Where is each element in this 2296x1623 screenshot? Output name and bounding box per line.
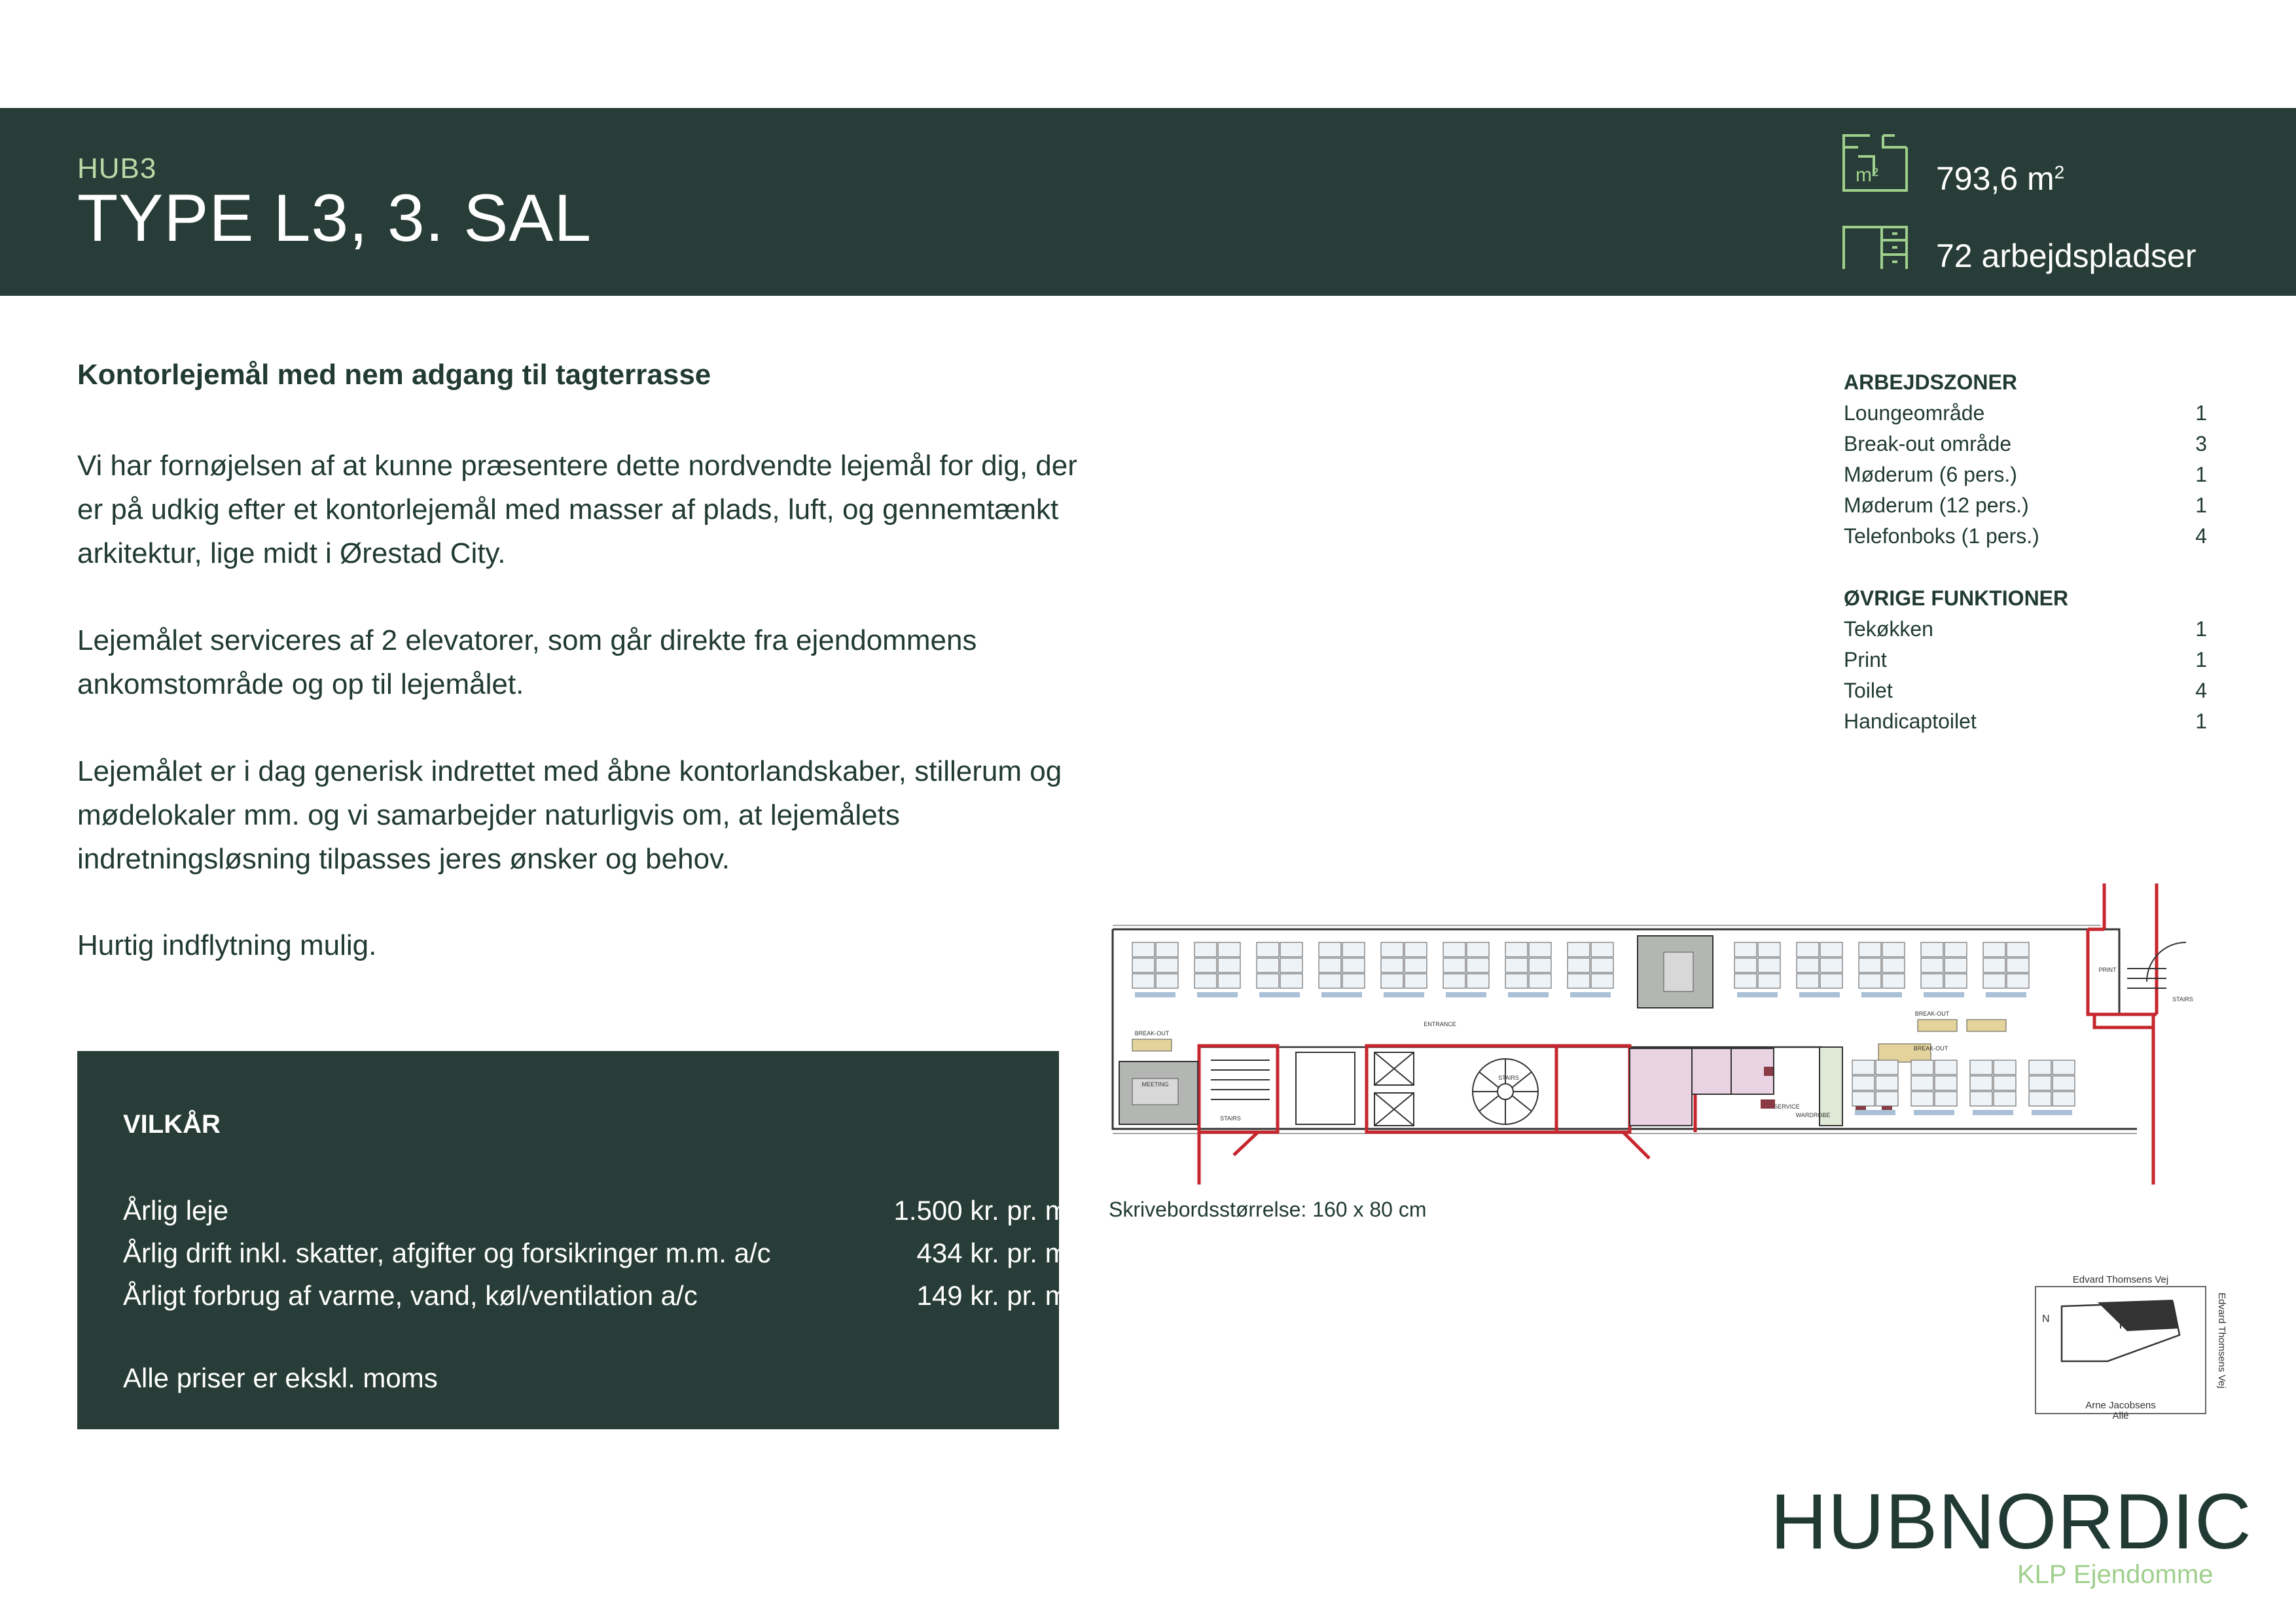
function-row: Tekøkken 1 <box>1844 617 2207 641</box>
desk <box>1132 942 1155 957</box>
desk <box>1970 1060 1992 1075</box>
hubnordic-logo: HUBNORDIC <box>1770 1478 2252 1565</box>
desk <box>1405 942 1427 957</box>
desk <box>1911 1076 1933 1090</box>
workstations-stat: 72 arbejdspladser <box>1936 238 2197 274</box>
label-wardrobe: WARDROBE <box>1795 1112 1831 1118</box>
chair-row <box>1973 1110 2013 1115</box>
desk <box>1218 942 1240 957</box>
desk <box>1591 958 1613 972</box>
desk <box>1921 942 1943 957</box>
chair-row <box>1855 1110 1895 1115</box>
desk <box>1467 974 1489 988</box>
desk <box>1280 974 1302 988</box>
zone-row: Telefonboks (1 pers.) 4 <box>1844 524 2207 548</box>
desk <box>1591 974 1613 988</box>
functions-heading: ØVRIGE FUNKTIONER <box>1844 586 2069 610</box>
label-stairs-west: STAIRS <box>1220 1115 1241 1122</box>
desk <box>1591 942 1613 957</box>
desk <box>1156 942 1178 957</box>
label-service: SERVICE <box>1774 1103 1800 1110</box>
desk <box>1156 974 1178 988</box>
desk <box>1467 958 1489 972</box>
desk <box>1983 942 2005 957</box>
terms-heading: VILKÅR <box>123 1110 221 1139</box>
desk <box>1194 942 1217 957</box>
desk <box>1257 942 1279 957</box>
desk <box>1505 974 1528 988</box>
term-row: Årlig drift inkl. skatter, afgifter og forsikringer m.m. a/c 434 kr. pr. $m^2$ <box>123 1238 1077 1268</box>
label-stairs-core: STAIRS <box>1498 1075 1519 1081</box>
desk <box>1443 942 1465 957</box>
desk <box>1994 1076 2016 1090</box>
desk <box>1983 974 2005 988</box>
desk <box>1381 974 1403 988</box>
desk <box>1876 1076 1898 1090</box>
intro-paragraph-1: Vi har fornøjelsen af at kunne præsentere dette nordvendte lejemål for dig, der er på udkig efter et kontorlejemål med masser af plads, luft, og gennemtænkt arkitektur, lige midt i Ørestad City. <box>77 450 1077 569</box>
desk <box>1405 974 1427 988</box>
desk <box>1280 958 1302 972</box>
desk <box>2029 1060 2051 1075</box>
building-name: HUB3 <box>77 152 157 185</box>
chair-row <box>1986 992 2026 997</box>
desk <box>1945 974 1967 988</box>
desk <box>1218 974 1240 988</box>
desk <box>1734 974 1757 988</box>
desk <box>2007 974 2029 988</box>
desk <box>1882 974 1905 988</box>
street-right: Edvard Thomsens Vej <box>2216 1293 2227 1389</box>
zone-row: Loungeområde 1 <box>1844 401 2207 425</box>
term-row: Årligt forbrug af varme, vand, køl/ventilation a/c 149 kr. pr. $m^2$ <box>123 1280 1077 1311</box>
zones-heading: ARBEJDSZONER <box>1844 370 2017 394</box>
chair-row <box>1799 992 1840 997</box>
function-row: Handicaptoilet 1 <box>1844 709 2207 733</box>
desk <box>1156 958 1178 972</box>
desk <box>1876 1060 1898 1075</box>
function-row: Print 1 <box>1844 648 2207 671</box>
desk <box>2029 1092 2051 1106</box>
label-print: PRINT <box>2098 967 2117 973</box>
desk <box>1911 1060 1933 1075</box>
desk <box>2053 1060 2075 1075</box>
terms-note: Alle priser er ekskl. moms <box>123 1363 438 1393</box>
function-row: Toilet 4 <box>1844 679 2207 702</box>
desk <box>1758 942 1780 957</box>
floor-plan <box>1106 870 2251 1191</box>
desk <box>1945 958 1967 972</box>
desk <box>1280 942 1302 957</box>
desk <box>1983 958 2005 972</box>
desk <box>1859 974 1881 988</box>
label-meeting: MEETING <box>1141 1081 1169 1088</box>
desk <box>1859 942 1881 957</box>
desk <box>1132 958 1155 972</box>
toilets <box>1630 1048 1692 1126</box>
desk-size-note: Skrivebordsstørrelse: 160 x 80 cm <box>1109 1198 1427 1221</box>
desk <box>1218 958 1240 972</box>
desk <box>1882 942 1905 957</box>
desk <box>1381 958 1403 972</box>
chair-row <box>1197 992 1238 997</box>
desk <box>1568 942 1590 957</box>
desk <box>1568 974 1590 988</box>
desk <box>1758 974 1780 988</box>
desk <box>1911 1092 1933 1106</box>
desk <box>1319 942 1341 957</box>
intro-paragraph-2: Lejemålet serviceres af 2 elevatorer, som går direkte fra ejendommens ankomstområde og op til lejemålet. <box>77 624 977 700</box>
desk <box>1568 958 1590 972</box>
desk <box>1734 958 1757 972</box>
desk <box>1820 942 1842 957</box>
desk <box>1467 942 1489 957</box>
chair-row <box>1737 992 1778 997</box>
elevator-core <box>1367 1046 1556 1132</box>
desk <box>2053 1092 2075 1106</box>
zone-row: Møderum (12 pers.) 1 <box>1844 493 2207 517</box>
area-stat: 793,6 $m^2$ <box>1936 160 2065 197</box>
desk <box>1132 974 1155 988</box>
desk-icon <box>1842 226 1908 270</box>
desk <box>1921 974 1943 988</box>
desk <box>1319 958 1341 972</box>
chair-row <box>1508 992 1549 997</box>
desk <box>1529 958 1551 972</box>
desk <box>1970 1076 1992 1090</box>
desk <box>1257 958 1279 972</box>
desk <box>1820 974 1842 988</box>
desk <box>1994 1060 2016 1075</box>
label-stairs-east: STAIRS <box>2172 996 2193 1003</box>
desk <box>1443 974 1465 988</box>
chair-row <box>1446 992 1486 997</box>
desk <box>2029 1076 2051 1090</box>
label-breakout-3: BREAK-OUT <box>1914 1010 1950 1017</box>
label-breakout-2: BREAK-OUT <box>1913 1045 1948 1052</box>
north-arrow: N <box>2042 1313 2050 1325</box>
chair-row <box>1914 1110 1954 1115</box>
desk <box>1852 1076 1874 1090</box>
desk <box>1945 942 1967 957</box>
chair-row <box>1384 992 1424 997</box>
zone-row: Møderum (6 pers.) 1 <box>1844 463 2207 486</box>
desk <box>1820 958 1842 972</box>
page-title: TYPE L3, 3. SAL <box>77 181 592 255</box>
street-bottom-2: Allé <box>2112 1410 2129 1421</box>
desk <box>1797 942 1819 957</box>
chair-row <box>1570 992 1611 997</box>
label-entrance: ENTRANCE <box>1424 1021 1456 1027</box>
desk <box>1529 942 1551 957</box>
lead-heading: Kontorlejemål med nem adgang til tagterrasse <box>77 359 711 391</box>
desk <box>1876 1092 1898 1106</box>
desk <box>1405 958 1427 972</box>
desk <box>1758 958 1780 972</box>
desk <box>1852 1060 1874 1075</box>
desk <box>1194 974 1217 988</box>
location-map <box>2022 1263 2225 1420</box>
chair-row <box>1924 992 1964 997</box>
desk <box>1342 974 1365 988</box>
desk <box>1505 942 1528 957</box>
desk <box>2007 942 2029 957</box>
street-top: Edvard Thomsens Vej <box>2072 1274 2169 1285</box>
desk <box>2053 1076 2075 1090</box>
chair-row <box>1259 992 1300 997</box>
zone-row: Break-out område 3 <box>1844 432 2207 455</box>
term-row: Årlig leje 1.500 kr. pr. $m^2$ <box>123 1195 1077 1226</box>
street-bottom-1: Arne Jacobsens <box>2085 1400 2156 1411</box>
klp-logo-sub: KLP Ejendomme <box>2017 1560 2214 1589</box>
desk <box>1935 1092 1957 1106</box>
desk <box>2007 958 2029 972</box>
desk <box>1797 958 1819 972</box>
desk <box>1797 974 1819 988</box>
desk <box>1443 958 1465 972</box>
chair-row <box>1861 992 1902 997</box>
floor-area-icon <box>1842 134 1908 192</box>
terms-box <box>77 1051 1077 1429</box>
svg-text:m²: m² <box>1856 164 1878 186</box>
desk <box>1194 958 1217 972</box>
desk <box>1734 942 1757 957</box>
desk <box>1859 958 1881 972</box>
desk <box>1935 1076 1957 1090</box>
chair-row <box>2032 1110 2072 1115</box>
desk <box>1882 958 1905 972</box>
label-breakout: BREAK-OUT <box>1134 1030 1170 1037</box>
desk <box>1381 942 1403 957</box>
desk <box>1342 942 1365 957</box>
desk <box>1529 974 1551 988</box>
chair-row <box>1321 992 1362 997</box>
desk <box>1852 1092 1874 1106</box>
desk <box>1970 1092 1992 1106</box>
desk <box>1994 1092 2016 1106</box>
desk <box>1319 974 1341 988</box>
chair-row <box>1135 992 1175 997</box>
desk <box>1342 958 1365 972</box>
intro-paragraph-3: Lejemålet er i dag generisk indrettet med åbne kontorlandskaber, stillerum og mødelokaler mm. og vi samarbejder naturligvis om, at lejemålets indretningsløsning tilpasses jeres ønsker og behov. <box>77 755 1062 875</box>
desk <box>1257 974 1279 988</box>
desk <box>1505 958 1528 972</box>
desk <box>1921 958 1943 972</box>
desk <box>1935 1060 1957 1075</box>
intro-paragraph-4: Hurtig indflytning mulig. <box>77 929 377 961</box>
